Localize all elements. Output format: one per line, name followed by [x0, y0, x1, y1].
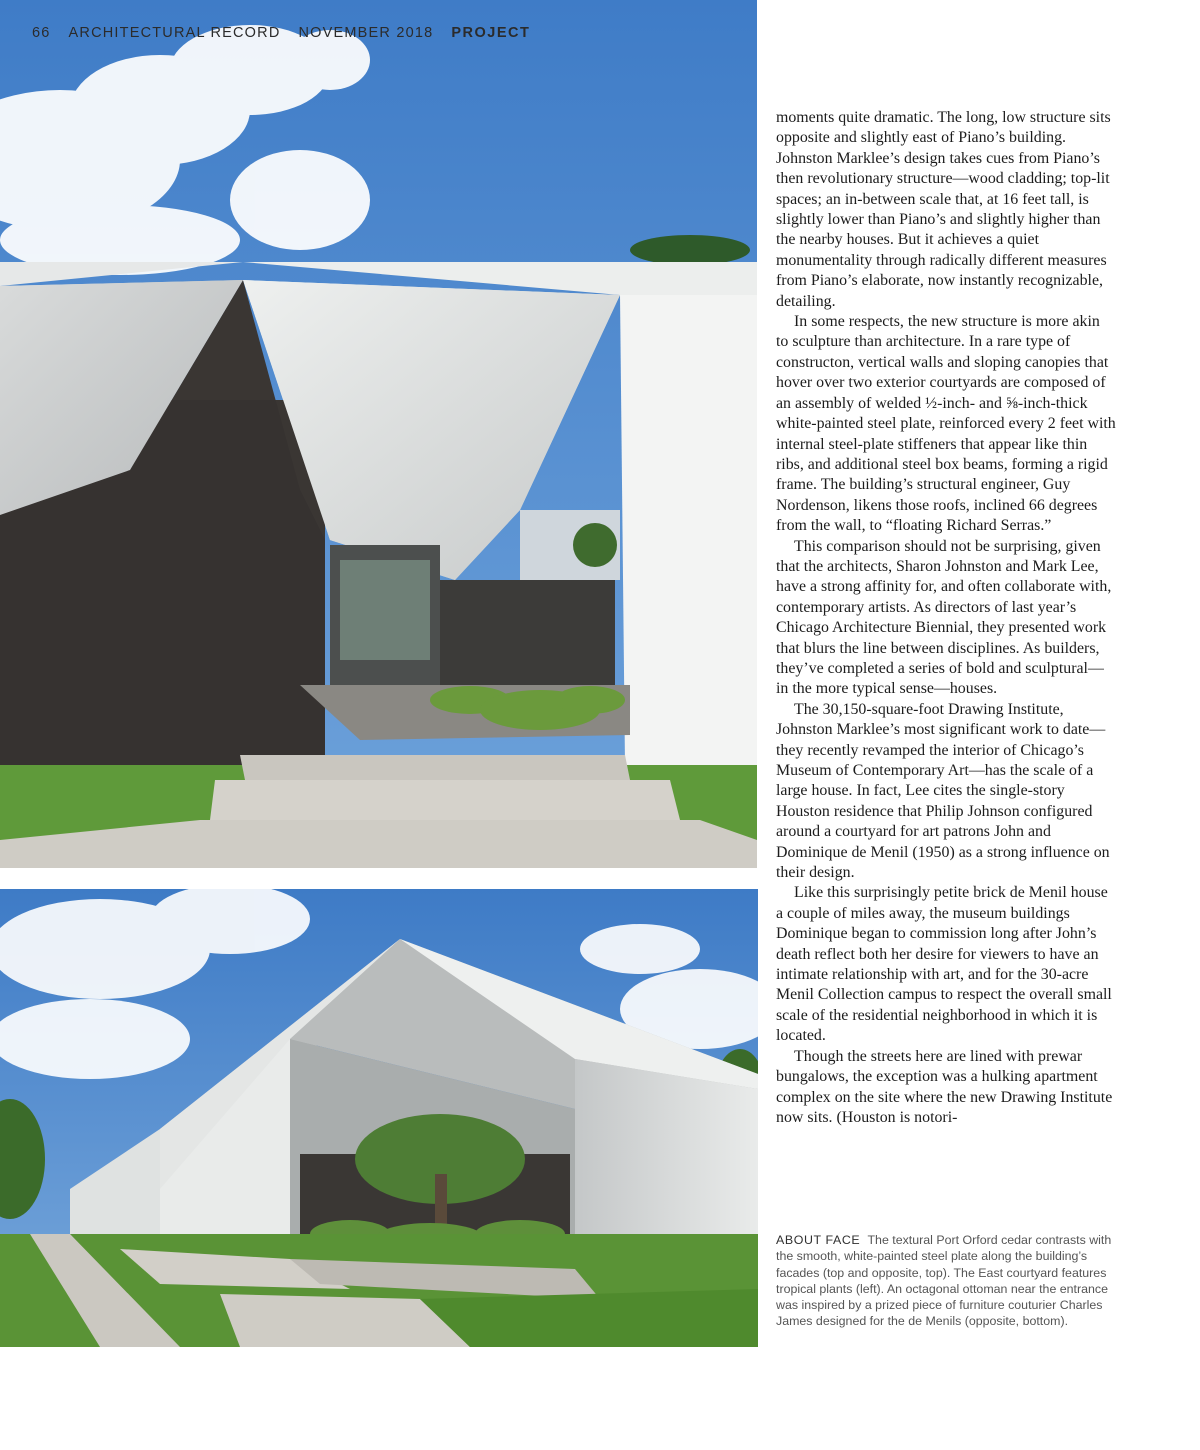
section-label: PROJECT — [451, 25, 531, 41]
article-paragraph: Like this surprisingly petite brick de Menil house a couple of miles away, the museum buildings Dominique began to commission long after John’s death reflect both her desire for viewers to have an intimate relationship with art, and for the 30-acre Menil Collection campus to respect the overall small scale of the residential neighborhood in which it is located. — [776, 884, 1112, 1045]
article-paragraph: The 30,150-square-foot Drawing Institute, Johnston Marklee’s most significant work to date—they recently revamped the interior of Chicago’s Museum of Contemporary Art—has the scale of a large house. In fact, Lee cites the single-story Houston residence that Philip Johnson configured around a courtyard for art patrons John and Dominique de Menil (1950) as a strong influence on their design. — [776, 700, 1110, 882]
article-paragraph: This comparison should not be surprising, given that the architects, Sharon Johnston and Mark Lee, have a strong affinity for, and often collaborate with, contemporary artists. As directors of last year’s Chicago Architecture Biennial, they presented work that blurs the line between disciplines. As builders, they’ve completed a series of bold and sculptural—in the more typical sense—houses. — [776, 537, 1112, 698]
issue-date: NOVEMBER 2018 — [298, 25, 434, 41]
article-paragraph: In some respects, the new structure is more akin to sculpture than architecture. In a rare type of constructon, vertical walls and sloping canopies that hover over two exterior courtyards are composed of an assembly of welded ½-inch- and ⅝-inch-thick white-painted steel plate, reinforced every 2 feet with internal steel-plate stiffeners that appear like thin ribs, and additional steel box beams, forming a rigid frame. The building’s structural engineer, Guy Nordenson, likens those roofs, inclined 66 degrees from the wall, to “floating Richard Serras.” — [776, 313, 1116, 535]
publication-name: ARCHITECTURAL RECORD — [68, 25, 281, 41]
page-number: 66 — [32, 25, 51, 41]
article-paragraph: Though the streets here are lined with prewar bungalows, the exception was a hulking apartment complex on the site where the new Drawing Institute now sits. (Houston is notori- — [776, 1047, 1113, 1126]
photo-courtyard-exterior — [0, 889, 758, 1347]
caption-text: The textural Port Orford cedar contrasts with the smooth, white-painted steel plate along the building’s facades (top and opposite, top). The East courtyard features tropical plants (left). An octagonal ottoman near the entrance was inspired by a prized piece of furniture couturier Charles James designed for the de Menils (opposite, bottom). — [776, 1233, 1112, 1329]
article-paragraph: moments quite dramatic. The long, low structure sits opposite and slightly east of Piano’s building. Johnston Marklee’s design takes cues from Piano’s then revolutionary structure—wood cladding; top-lit spaces; an in-between scale that, at 16 feet tall, is slightly lower than Piano’s and slightly higher than the nearby houses. But it achieves a quiet monumentality through radically different measures from Piano’s elaborate, now instantly recognizable, detailing. — [776, 109, 1111, 310]
photo-caption — [776, 1232, 1116, 1330]
caption-heading: ABOUT FACE — [776, 1233, 861, 1247]
running-head — [32, 25, 530, 45]
photo-courtyard-entrance — [0, 0, 757, 868]
article-body — [776, 108, 1116, 1128]
